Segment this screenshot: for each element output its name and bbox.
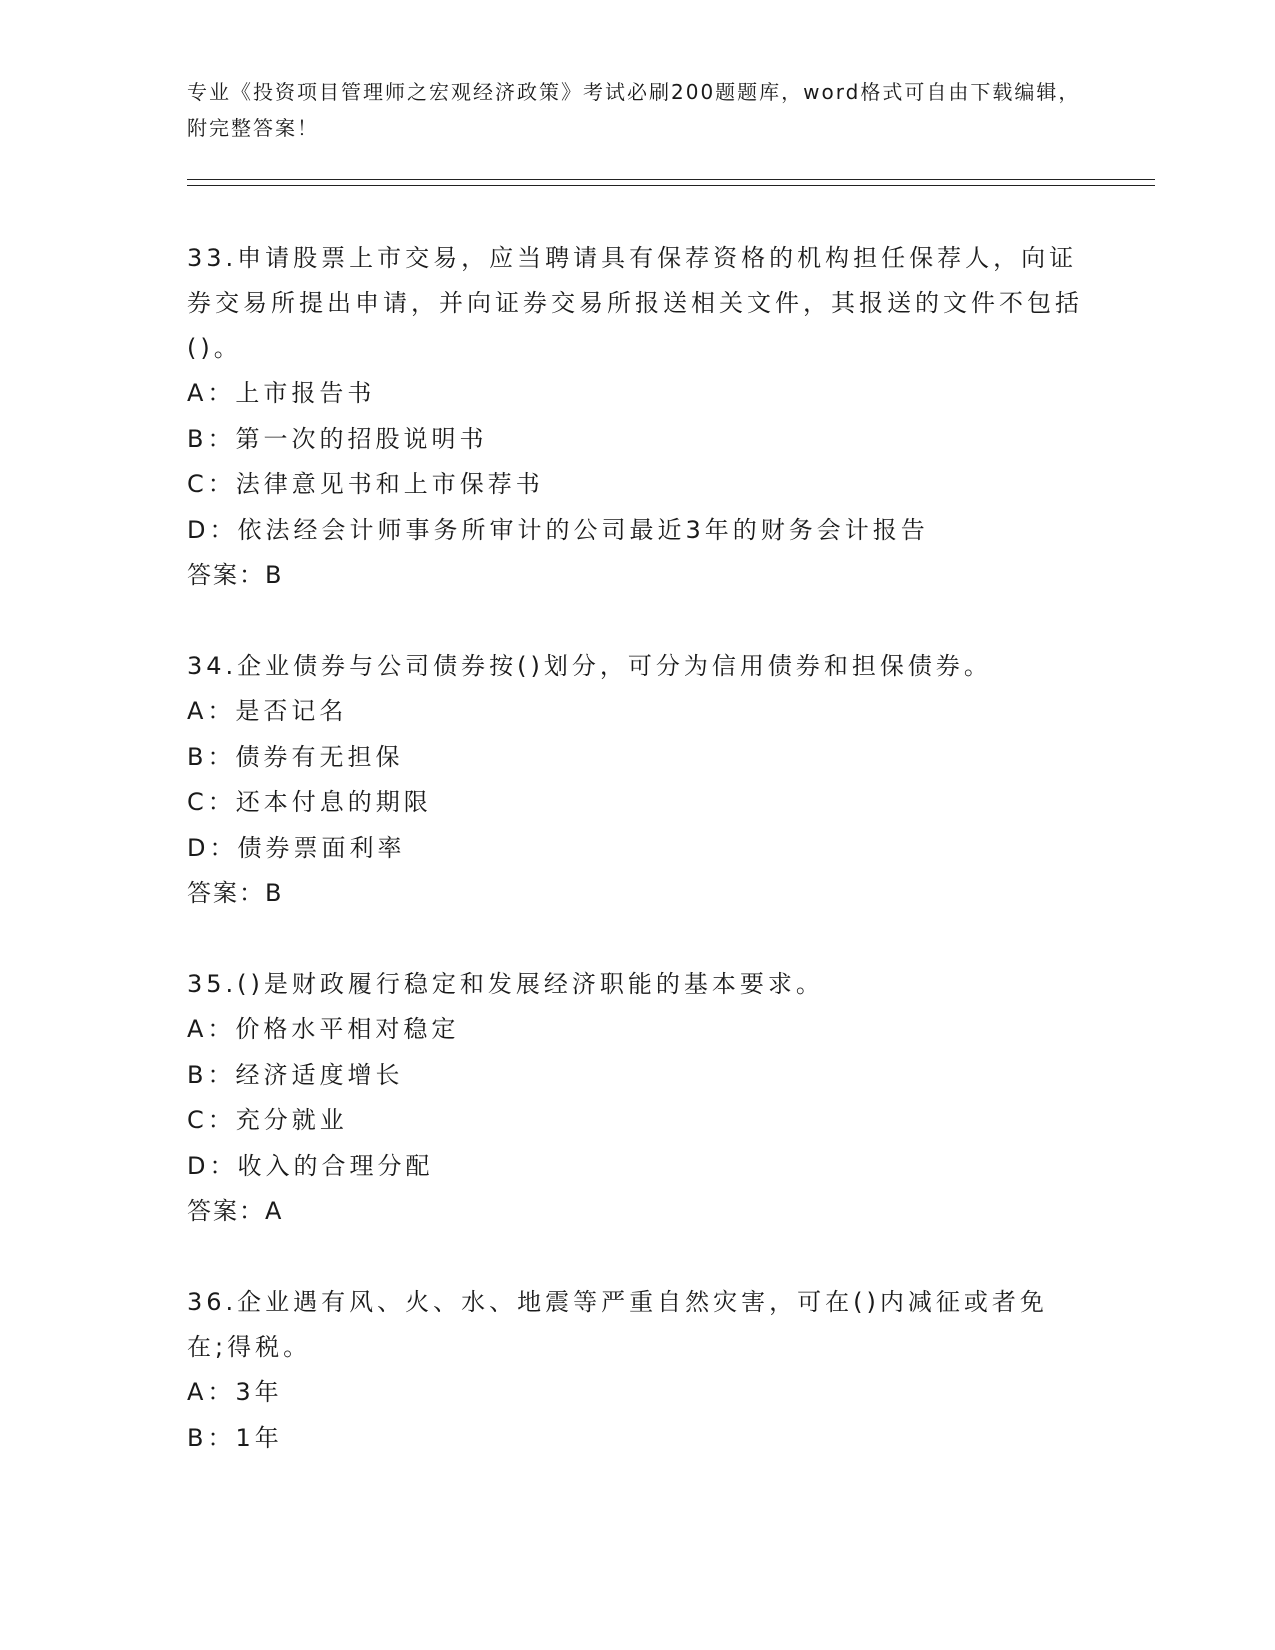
question-list	[187, 236, 1087, 1507]
answer: 答案：B	[187, 561, 284, 589]
question-35	[187, 962, 1087, 1234]
option-a: A：是否记名	[187, 697, 348, 725]
question-stem: 35.()是财政履行稳定和发展经济职能的基本要求。	[187, 970, 824, 998]
option-b: B：经济适度增长	[187, 1060, 404, 1089]
question-34	[187, 644, 1087, 916]
question-stem: 33.申请股票上市交易，应当聘请具有保荐资格的机构担任保荐人，向证券交易所提出申请，并向证券交易所报送相关文件，其报送的文件不包括()。	[187, 244, 1083, 362]
option-a: A：上市报告书	[187, 379, 376, 407]
question-stem: 36.企业遇有风、火、水、地震等严重自然灾害，可在()内减征或者免在;得税。	[187, 1288, 1048, 1361]
option-b: B：债券有无担保	[187, 742, 404, 771]
question-33	[187, 236, 1087, 598]
option-c: C：法律意见书和上市保荐书	[187, 470, 544, 498]
option-c: C：充分就业	[187, 1106, 348, 1134]
question-36	[187, 1280, 1087, 1461]
option-d: D：收入的合理分配	[187, 1151, 434, 1180]
answer: 答案：B	[187, 879, 284, 907]
option-b: B：1年	[187, 1423, 283, 1452]
answer: 答案：A	[187, 1197, 284, 1225]
option-a: A：3年	[187, 1378, 283, 1406]
question-stem: 34.企业债券与公司债券按()划分，可分为信用债券和担保债券。	[187, 652, 992, 680]
option-d: D：依法经会计师事务所审计的公司最近3年的财务会计报告	[187, 515, 929, 544]
option-a: A：价格水平相对稳定	[187, 1015, 460, 1043]
option-b: B：第一次的招股说明书	[187, 424, 488, 453]
option-d: D：债券票面利率	[187, 833, 406, 862]
document-header: 专业《投资项目管理师之宏观经济政策》考试必刷200题题库，word格式可自由下载编辑，附完整答案！	[187, 80, 1081, 140]
option-c: C：还本付息的期限	[187, 788, 432, 816]
header-divider	[187, 179, 1155, 186]
